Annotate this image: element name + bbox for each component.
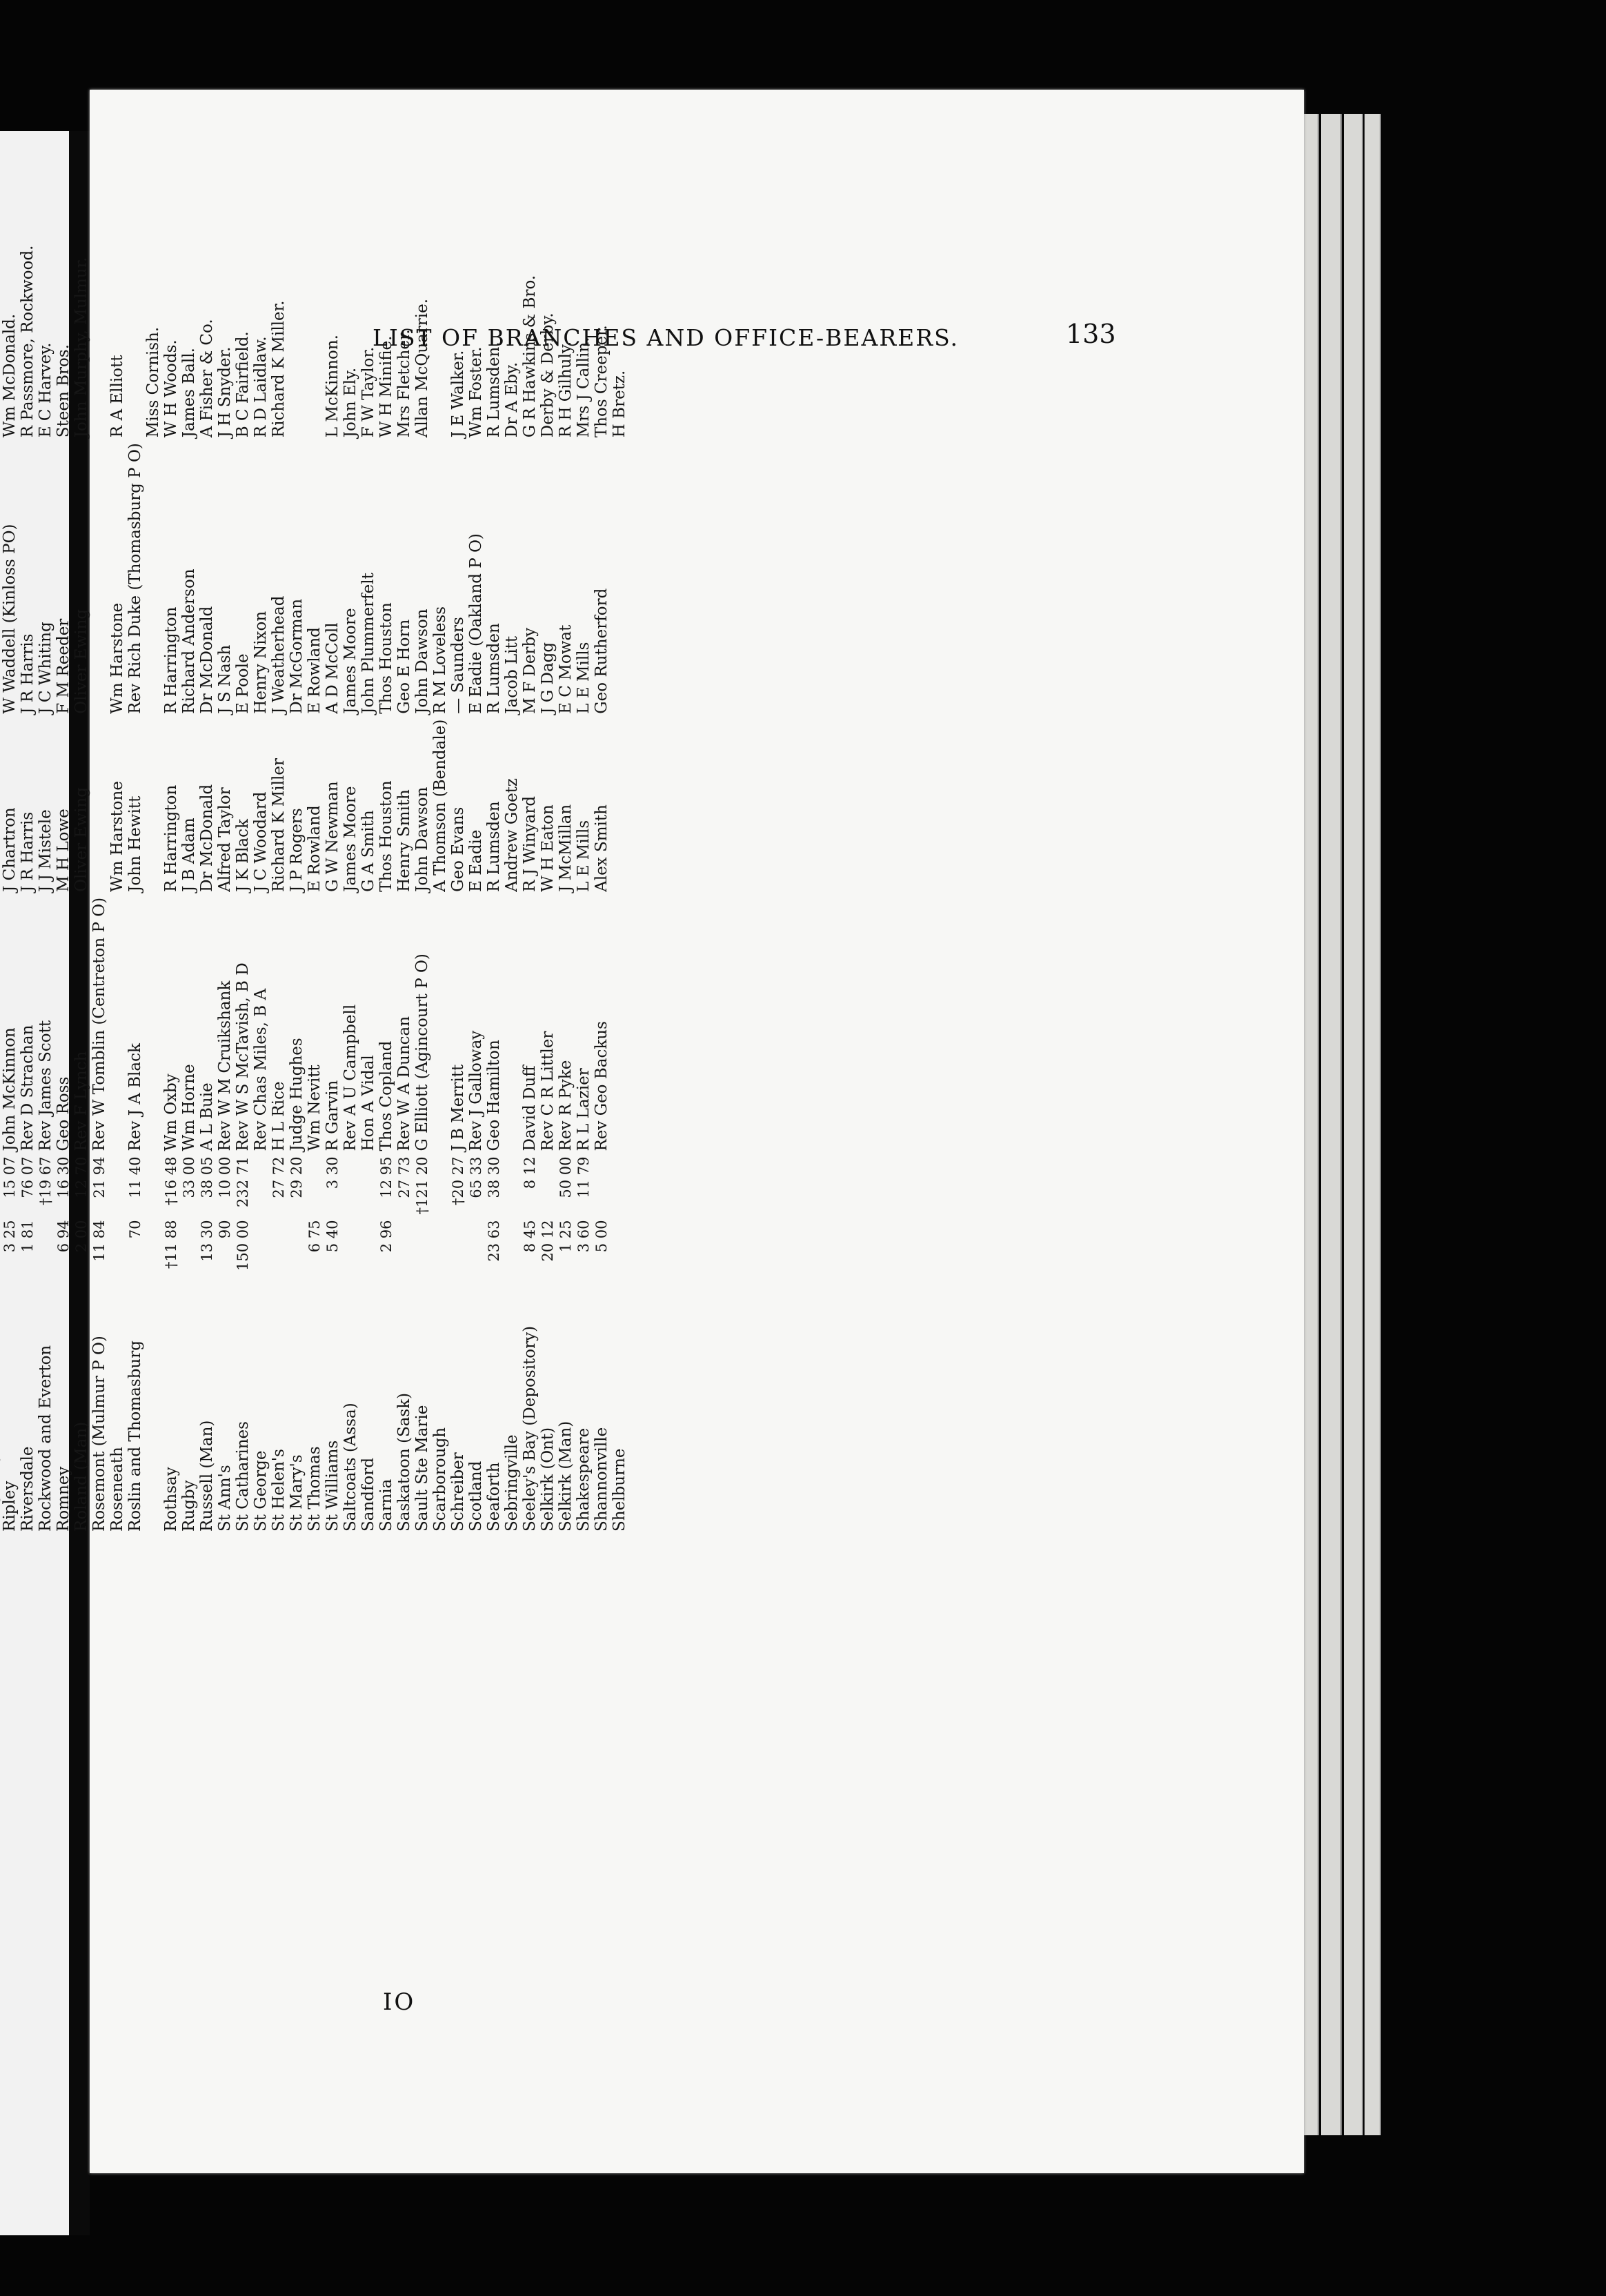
- cell-treasurer: W Waddell (Kinloss PO): [1, 524, 19, 714]
- table-row: [180, 240, 198, 1532]
- cell-n1: [431, 1215, 449, 1271]
- cell-branch: Saskatoon (Sask): [395, 1392, 413, 1532]
- cell-n2: [108, 1151, 126, 1215]
- cell-treasurer: Oliver Ewing: [72, 608, 90, 714]
- cell-branch: Sault Ste Marie: [413, 1405, 431, 1532]
- cell-secretary: E Rowland: [306, 805, 324, 892]
- cell-secretary: L E Mills: [575, 820, 593, 892]
- table-row: [252, 240, 270, 1532]
- cell-n1: 90: [217, 1220, 233, 1239]
- cell-n1: 23 63: [486, 1220, 502, 1262]
- table-row: [521, 240, 539, 1532]
- cell-secretary: Alfred Taylor: [216, 787, 234, 892]
- cell-secretary: James Moore: [341, 786, 359, 892]
- rotated-table-region: [0, 245, 686, 1532]
- cell-president: Rev J A Black: [126, 1043, 144, 1151]
- cell-depositary: H Bretz.: [611, 370, 628, 438]
- cell-branch: Sarnia: [377, 1478, 395, 1532]
- page-edge-2: [1321, 114, 1342, 2135]
- cell-branch: Rosemont (Mulmur P O): [90, 1336, 108, 1532]
- table-row: [90, 240, 108, 1532]
- cell-n2: [593, 1151, 611, 1215]
- cell-depositary: A Fisher & Co.: [198, 319, 216, 438]
- cell-branch: Sandford: [359, 1457, 377, 1532]
- cell-president: [431, 892, 449, 1151]
- cell-n2: 65 33: [468, 1156, 484, 1198]
- cell-president: A L Buie: [198, 1082, 216, 1151]
- cell-depositary: Wm Foster.: [467, 346, 485, 438]
- cell-president: Wm Horne: [180, 1064, 198, 1151]
- cell-n1: 8 45: [522, 1220, 538, 1253]
- table-row: [126, 240, 144, 1532]
- table-row: [449, 240, 467, 1532]
- cell-treasurer: E Eadie (Oakland P O): [467, 533, 485, 714]
- cell-secretary: J P Rogers: [288, 808, 306, 892]
- cell-depositary: [90, 240, 108, 438]
- cell-president: [611, 892, 628, 1151]
- cell-depositary: James Ball.: [180, 348, 198, 438]
- cell-n1: [288, 1215, 306, 1271]
- cell-n1: 5 40: [324, 1220, 341, 1253]
- cell-treasurer: Geo E Horn: [395, 619, 413, 714]
- cell-branch: St Ann's: [216, 1465, 234, 1532]
- cell-n2: 27 72: [270, 1156, 287, 1198]
- cell-n1: 20 12: [539, 1220, 556, 1262]
- cell-n1: [467, 1215, 485, 1271]
- table-row: [431, 240, 449, 1532]
- cell-branch: Saltcoats (Assa): [341, 1403, 359, 1532]
- cell-branch: St George: [252, 1450, 270, 1532]
- cell-branch: Rockwood and Everton: [37, 1345, 54, 1532]
- cell-secretary: G W Newman: [324, 781, 341, 892]
- cell-secretary: R Harrington: [162, 784, 180, 892]
- cell-n1: 11 84: [91, 1220, 108, 1262]
- cell-depositary: Thos Creeper.: [593, 325, 611, 438]
- cell-n1: [359, 1215, 377, 1271]
- cell-depositary: R D Laidlaw.: [252, 336, 270, 438]
- table-row: [288, 240, 306, 1532]
- cell-president: David Duff: [521, 1065, 539, 1151]
- cell-secretary: Wm Harstone: [108, 781, 126, 892]
- cell-secretary: M H Lowe: [54, 809, 72, 892]
- table-row: [108, 240, 126, 1532]
- cell-branch: Scotland: [467, 1461, 485, 1532]
- cell-secretary: R Lumsden: [485, 801, 503, 892]
- cell-president: Rev A U Campbell: [341, 1004, 359, 1151]
- cell-treasurer: M F Derby: [521, 627, 539, 714]
- table-row: [1, 240, 19, 1532]
- cell-secretary: W H Eaton: [539, 804, 557, 892]
- cell-president: Rev W Tomblin (Centreton P O): [90, 897, 108, 1151]
- cell-secretary: J K Black: [234, 819, 252, 892]
- cell-branch: Selkirk (Ont): [539, 1427, 557, 1532]
- cell-treasurer: [611, 437, 628, 714]
- cell-secretary: E Eadie: [467, 829, 485, 892]
- cell-depositary: J H Snyder.: [216, 346, 234, 438]
- cell-n1: 5 00: [593, 1220, 610, 1253]
- cell-n1: 13 30: [199, 1220, 215, 1262]
- cell-n1: [503, 1215, 521, 1271]
- cell-branch: Schreiber: [449, 1452, 467, 1532]
- cell-n1: [252, 1215, 270, 1271]
- page-edge-4: [1365, 114, 1381, 2135]
- cell-secretary: J Chartron: [1, 807, 19, 892]
- cell-n2: 27 73: [396, 1156, 413, 1198]
- page-header: LIST OF BRANCHES AND OFFICE-BEARERS.: [373, 324, 960, 351]
- cell-n2: [359, 1151, 377, 1215]
- cell-president: Geo Ross: [54, 1076, 72, 1151]
- cell-n2: 38 05: [199, 1156, 215, 1198]
- cell-depositary: Steen Bros.: [54, 344, 72, 438]
- cell-branch: Seeley's Bay (Depository): [521, 1325, 539, 1532]
- cell-depositary: Richard K Miller.: [270, 300, 288, 438]
- cell-branch: Ripley: [1, 1481, 19, 1532]
- cell-n2: [431, 1151, 449, 1215]
- cell-n2: [341, 1151, 359, 1215]
- cell-n2: 21 94: [91, 1156, 108, 1198]
- cell-president: Rev F Lynch: [72, 1051, 90, 1151]
- cell-secretary: Thos Houston: [377, 780, 395, 892]
- cell-n1: [180, 1215, 198, 1271]
- cell-branch: Seaforth: [485, 1462, 503, 1532]
- cell-secretary: G A Smith: [359, 810, 377, 892]
- cell-n2: [539, 1151, 557, 1215]
- cell-treasurer: J S Nash: [216, 644, 234, 714]
- table-row: [413, 240, 431, 1532]
- cell-president: Rev J Galloway: [467, 1030, 485, 1151]
- cell-treasurer: Dr McDonald: [198, 606, 216, 714]
- cell-president: Rev W S McTavish, B D: [234, 962, 252, 1151]
- cell-n2: 38 30: [486, 1156, 502, 1198]
- cell-president: Rev James Scott: [37, 1020, 54, 1151]
- cell-branch: Rugby: [180, 1480, 198, 1532]
- cell-president: Rev W A Duncan: [395, 1016, 413, 1151]
- cell-treasurer: R M Loveless: [431, 606, 449, 714]
- cell-secretary: J McMillan: [557, 804, 575, 892]
- cell-secretary: [144, 714, 162, 892]
- cell-depositary: Allan McQuarrie.: [413, 298, 431, 438]
- cell-president: Hon A Vidal: [359, 1055, 377, 1151]
- cell-depositary: Miss Cornish.: [144, 326, 162, 438]
- cell-secretary: A Thomson (Bendale): [431, 719, 449, 892]
- cell-n2: [503, 1151, 521, 1215]
- cell-n2: 12 95: [378, 1156, 395, 1198]
- cell-n1: 150 00: [235, 1220, 251, 1271]
- cell-n2: [144, 1151, 162, 1215]
- cell-n2: 232 71: [235, 1156, 251, 1208]
- cell-depositary: Dr A Eby.: [503, 362, 521, 438]
- cell-secretary: Dr McDonald: [198, 784, 216, 892]
- cell-branch: Shannonville: [593, 1427, 611, 1532]
- cell-secretary: John Hewitt: [126, 795, 144, 892]
- cell-president: Wm Oxby: [162, 1073, 180, 1151]
- table-row: [306, 240, 324, 1532]
- cell-treasurer: A D McColl: [324, 622, 341, 714]
- cell-branch: Romney: [54, 1466, 72, 1532]
- cell-treasurer: Wm Harstone: [108, 602, 126, 714]
- cell-secretary: Andrew Goetz: [503, 778, 521, 892]
- cell-n2: [252, 1151, 270, 1215]
- cell-president: J B Merritt: [449, 1064, 467, 1151]
- cell-n1: [108, 1215, 126, 1271]
- cell-treasurer: E Poole: [234, 653, 252, 714]
- cell-depositary: [288, 240, 306, 438]
- cell-branch: Scarborough: [431, 1427, 449, 1532]
- cell-president: Rev Geo Backus: [593, 1021, 611, 1151]
- cell-n1: 6 75: [306, 1220, 323, 1253]
- table-row: [467, 240, 485, 1532]
- cell-n1: [144, 1215, 162, 1271]
- table-row: [216, 240, 234, 1532]
- cell-n2: 33 00: [181, 1156, 197, 1198]
- cell-treasurer: Thos Houston: [377, 602, 395, 714]
- page-number: 133: [1066, 319, 1116, 349]
- cell-president: [503, 892, 521, 1151]
- cell-branch: Roland (Man): [72, 1421, 90, 1532]
- table-row: [593, 240, 611, 1532]
- cell-depositary: Mrs Fletcher.: [395, 329, 413, 438]
- table-row: [503, 240, 521, 1532]
- cell-secretary: Oliver Ewing: [72, 787, 90, 892]
- table-row: [539, 240, 557, 1532]
- cell-n2: †121 20: [414, 1156, 430, 1215]
- cell-branch: St Williams: [324, 1440, 341, 1532]
- cell-n1: 1 81: [19, 1220, 36, 1253]
- cell-branch: St Thomas: [306, 1446, 324, 1532]
- cell-treasurer: — Saunders: [449, 617, 467, 714]
- cell-branch: Russell (Man): [198, 1420, 216, 1532]
- table-row: [611, 240, 628, 1532]
- cell-depositary: [431, 240, 449, 438]
- cell-treasurer: John Dawson: [413, 608, 431, 714]
- cell-n2: †20 27: [450, 1156, 466, 1206]
- cell-n1: 6 94: [55, 1220, 72, 1253]
- cell-branch: Rothsay: [162, 1467, 180, 1532]
- cell-president: John McKinnon: [1, 1027, 19, 1151]
- cell-treasurer: F M Reeder: [54, 618, 72, 714]
- cell-treasurer: James Moore: [341, 608, 359, 714]
- cell-treasurer: Jacob Litt: [503, 635, 521, 714]
- signature-mark: IO: [383, 1988, 416, 2016]
- cell-president: Rev C R Littler: [539, 1031, 557, 1151]
- cell-treasurer: Rev Rich Duke (Thomasburg P O): [126, 443, 144, 714]
- cell-president: R L Lazier: [575, 1068, 593, 1151]
- cell-depositary: E C Harvey.: [37, 342, 54, 438]
- cell-n2: 3 30: [324, 1156, 341, 1189]
- cell-branch: Selkirk (Man): [557, 1421, 575, 1532]
- cell-depositary: J E Walker.: [449, 350, 467, 438]
- cell-president: [144, 892, 162, 1151]
- cell-president: R Garvin: [324, 1080, 341, 1151]
- cell-n1: 2 00: [73, 1220, 90, 1253]
- cell-depositary: F W Taylor.: [359, 346, 377, 438]
- cell-branch: Roseneath: [108, 1447, 126, 1532]
- cell-treasurer: J Weatherhead: [270, 595, 288, 714]
- cell-secretary: [611, 714, 628, 892]
- table-row: [377, 240, 395, 1532]
- cell-n2: 29 20: [288, 1156, 305, 1198]
- cell-treasurer: [144, 437, 162, 714]
- table-row: [395, 240, 413, 1532]
- table-row: [144, 240, 162, 1532]
- cell-n2: †16 48: [163, 1156, 179, 1206]
- cell-depositary: Mrs J Callin.: [575, 337, 593, 438]
- table-row: [557, 240, 575, 1532]
- cell-n1: 70: [127, 1220, 143, 1239]
- cell-treasurer: J R Harris: [19, 633, 37, 714]
- cell-secretary: J J Mistele: [37, 809, 54, 892]
- cell-depositary: R H Gilhuly.: [557, 341, 575, 438]
- table-row: [270, 240, 288, 1532]
- cell-president: Rev W M Cruikshank: [216, 980, 234, 1151]
- cell-president: Wm Nevitt: [306, 1065, 324, 1151]
- cell-n2: 10 00: [217, 1156, 233, 1198]
- table-row: [234, 240, 252, 1532]
- cell-n2: 8 12: [522, 1156, 538, 1189]
- cell-n2: [306, 1151, 324, 1215]
- cell-depositary: G R Hawkins & Bro.: [521, 275, 539, 438]
- cell-n2: 12 70: [73, 1156, 90, 1198]
- cell-n1: 3 25: [1, 1220, 18, 1253]
- cell-depositary: [126, 240, 144, 438]
- cell-n2: 50 00: [557, 1156, 574, 1198]
- table-row: [72, 240, 90, 1532]
- cell-branch: Shelburne: [611, 1448, 628, 1532]
- cell-secretary: J R Harris: [19, 811, 37, 892]
- cell-treasurer: Dr McGorman: [288, 598, 306, 714]
- cell-treasurer: R Lumsden: [485, 623, 503, 714]
- cell-branch: Sebringville: [503, 1434, 521, 1532]
- cell-depositary: R Lumsden.: [485, 342, 503, 438]
- cell-president: Judge Hughes: [288, 1038, 306, 1151]
- cell-branch: Shakespeare: [575, 1427, 593, 1532]
- cell-depositary: B C Fairfield.: [234, 331, 252, 438]
- cell-president: Rev D Strachan: [19, 1025, 37, 1151]
- branches-table: [0, 240, 628, 1532]
- cell-n1: [395, 1215, 413, 1271]
- cell-branch: St Helen's: [270, 1449, 288, 1532]
- cell-n2: 11 79: [575, 1156, 592, 1198]
- cell-treasurer: John Plummerfelt: [359, 573, 377, 714]
- table-row: [54, 240, 72, 1532]
- cell-depositary: [306, 240, 324, 438]
- cell-president: H L Rice: [270, 1081, 288, 1151]
- cell-secretary: Geo Evans: [449, 806, 467, 892]
- cell-n1: 3 60: [575, 1220, 592, 1253]
- table-row: [341, 240, 359, 1532]
- cell-n1: [37, 1215, 54, 1271]
- table-row: [359, 240, 377, 1532]
- cell-secretary: Richard K Miller: [270, 758, 288, 892]
- cell-depositary: John Ely.: [341, 367, 359, 438]
- table-row: [162, 240, 180, 1532]
- cell-treasurer: J G Dagg: [539, 642, 557, 714]
- cell-secretary: R J Winyard: [521, 795, 539, 892]
- cell-n2: 16 30: [55, 1156, 72, 1198]
- cell-depositary: W H Woods.: [162, 339, 180, 438]
- cell-secretary: J C Woodard: [252, 791, 270, 892]
- cell-n2: 15 07: [1, 1156, 18, 1198]
- cell-n1: [611, 1215, 628, 1271]
- cell-treasurer: Richard Anderson: [180, 568, 198, 714]
- cell-secretary: J B Adam: [180, 818, 198, 892]
- cell-president: [108, 892, 126, 1151]
- cell-depositary: R Passmore, Rockwood.: [19, 245, 37, 438]
- cell-secretary: Henry Smith: [395, 789, 413, 892]
- cell-depositary: L McKinnon.: [324, 335, 341, 438]
- cell-n1: [413, 1215, 431, 1271]
- cell-secretary: [90, 714, 108, 892]
- cell-treasurer: L E Mills: [575, 642, 593, 714]
- table-row: [198, 240, 216, 1532]
- cell-depositary: R A Elliott: [108, 355, 126, 438]
- cell-treasurer: R Harrington: [162, 606, 180, 714]
- cell-president: Geo Hamilton: [485, 1040, 503, 1151]
- cell-treasurer: Henry Nixon: [252, 611, 270, 714]
- cell-n2: [611, 1151, 628, 1215]
- cell-branch: St Mary's: [288, 1454, 306, 1532]
- cell-president: G Elliott (Agincourt P O): [413, 953, 431, 1151]
- table-row: [37, 240, 54, 1532]
- cell-n2: †19 67: [37, 1156, 54, 1206]
- cell-treasurer: E C Mowat: [557, 624, 575, 714]
- cell-n1: [449, 1215, 467, 1271]
- cell-treasurer: E Rowland: [306, 627, 324, 714]
- page-edge-3: [1344, 114, 1363, 2135]
- cell-treasurer: Geo Rutherford: [593, 588, 611, 714]
- table-row: [19, 240, 37, 1532]
- cell-branch: [144, 1271, 162, 1532]
- cell-depositary: John Murphy, Mulmur.: [72, 257, 90, 438]
- cell-n1: [341, 1215, 359, 1271]
- cell-president: Rev Chas Miles, B A: [252, 988, 270, 1151]
- cell-branch: St Catharines: [234, 1421, 252, 1532]
- table-row: [324, 240, 341, 1532]
- cell-n1: 1 25: [557, 1220, 574, 1253]
- cell-treasurer: J C Whiting: [37, 622, 54, 714]
- cell-secretary: Alex Smith: [593, 804, 611, 892]
- cell-president: Thos Copland: [377, 1040, 395, 1151]
- cell-treasurer: [90, 437, 108, 714]
- cell-branch: Riversdale: [19, 1446, 37, 1532]
- table-row: [485, 240, 503, 1532]
- cell-n2: 11 40: [127, 1156, 143, 1198]
- table-row: [575, 240, 593, 1532]
- cell-n1: 2 96: [378, 1220, 395, 1253]
- cell-depositary: W H Minifie.: [377, 335, 395, 438]
- cell-depositary: Wm McDonald.: [1, 313, 19, 438]
- cell-secretary: John Dawson: [413, 786, 431, 892]
- cell-president: Rev R Pyke: [557, 1060, 575, 1151]
- cell-n2: 76 07: [19, 1156, 36, 1198]
- cell-depositary: Derby & Derby.: [539, 313, 557, 438]
- cell-n1: [270, 1215, 288, 1271]
- cell-branch: Roslin and Thomasburg: [126, 1340, 144, 1532]
- cell-n1: †11 88: [163, 1220, 179, 1269]
